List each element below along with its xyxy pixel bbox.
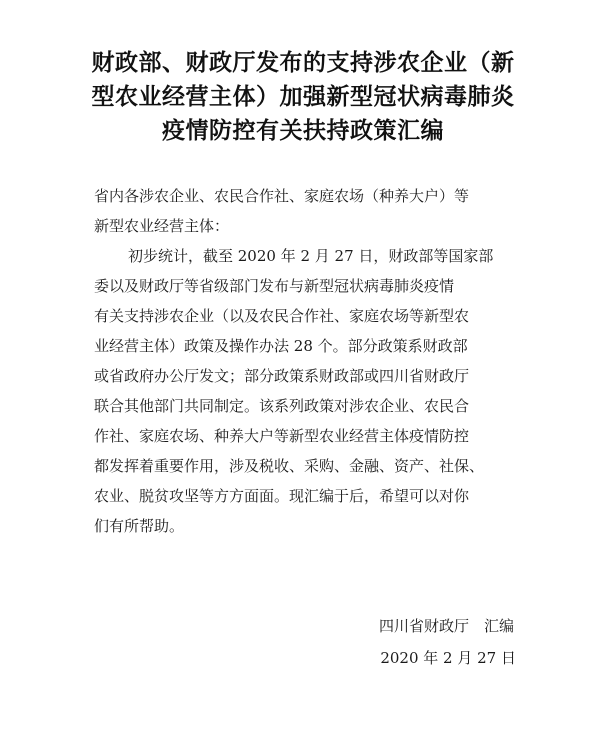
signature: 四川省财政厅 汇编 — [378, 617, 514, 635]
signature-block — [379, 612, 518, 672]
paragraph-line: 们有所帮助。 — [94, 517, 185, 535]
paragraph-line: 农业、脱贫攻坚等方方面面。现汇编于后，希望可以对你 — [94, 487, 470, 505]
document-date: 2020 年 2 月 27 日 — [380, 649, 516, 667]
paragraph-line: 联合其他部门共同制定。该系列政策对涉农企业、农民合 — [94, 397, 470, 415]
title-line: 疫情防控有关扶持政策汇编 — [162, 118, 444, 144]
paragraph-line: 有关支持涉农企业（以及农民合作社、家庭农场等新型农 — [94, 307, 470, 325]
salutation-line: 新型农业经营主体： — [94, 217, 230, 235]
document-title — [70, 46, 536, 148]
paragraph-line: 或省政府办公厅发文；部分政策系财政部或四川省财政厅 — [94, 367, 470, 385]
paragraph-line: 作社、家庭农场、种养大户等新型农业经营主体疫情防控 — [94, 427, 470, 445]
paragraph-line: 业经营主体）政策及操作办法 28 个。部分政策系财政部 — [94, 337, 468, 355]
paragraph-line: 初步统计，截至 2020 年 2 月 27 日，财政部等国家部 — [128, 247, 494, 265]
title-line: 型农业经营主体）加强新型冠状病毒肺炎 — [91, 84, 515, 110]
document-body — [94, 181, 534, 541]
salutation-line: 省内各涉农企业、农民合作社、家庭农场（种养大户）等 — [94, 187, 470, 205]
paragraph-line: 都发挥着重要作用，涉及税收、采购、金融、资产、社保、 — [94, 457, 485, 475]
title-line: 财政部、财政厅发布的支持涉农企业（新 — [91, 50, 515, 76]
paragraph-line: 委以及财政厅等省级部门发布与新型冠状病毒肺炎疫情 — [94, 277, 455, 295]
